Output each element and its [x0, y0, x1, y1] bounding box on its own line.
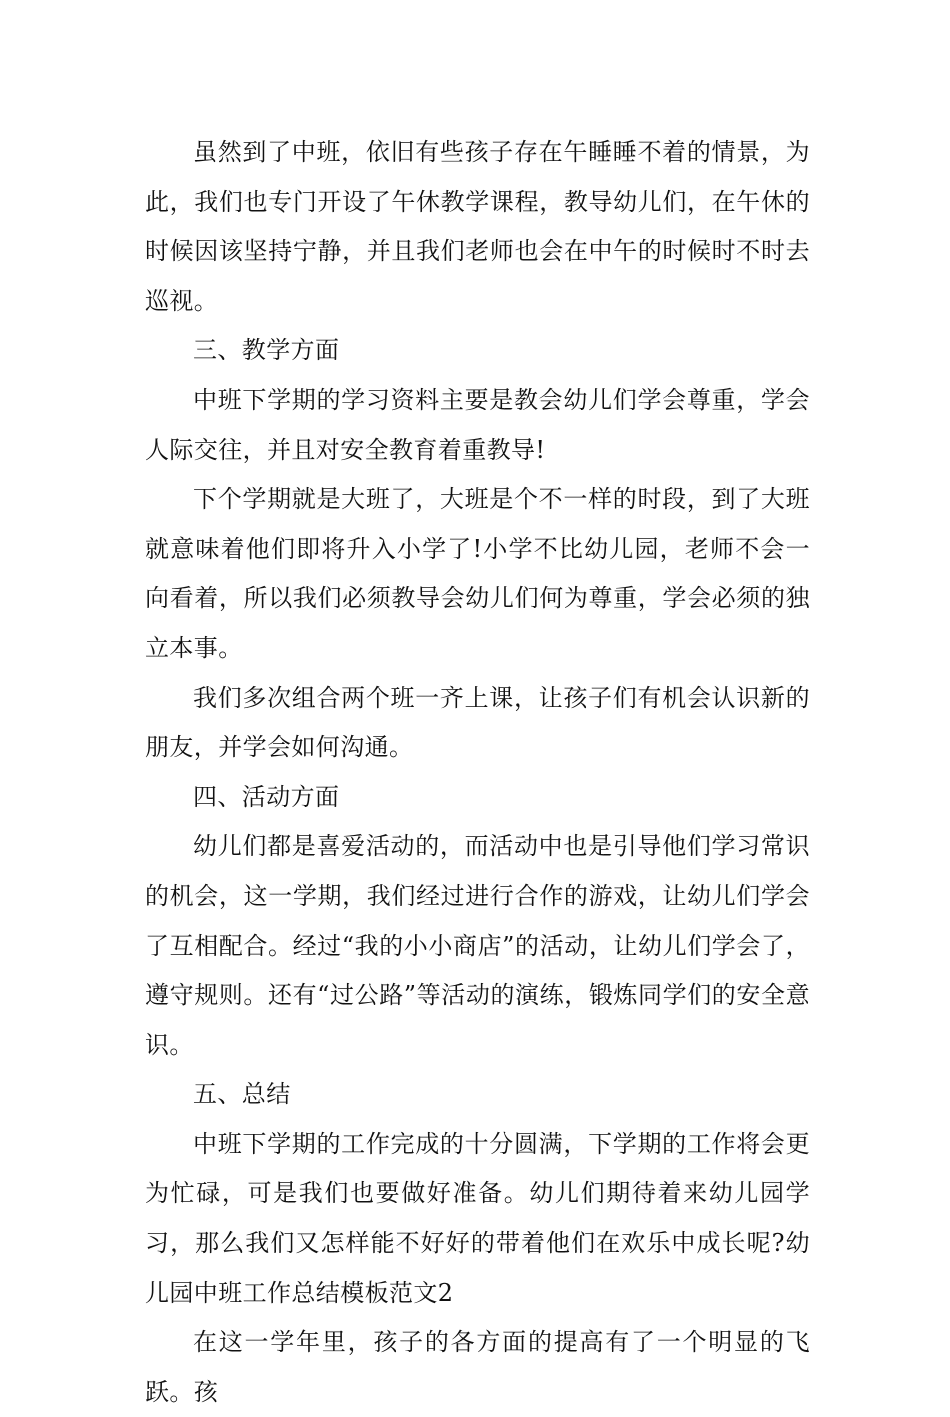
paragraph-next-semester: 下个学期就是大班了，大班是个不一样的时段，到了大班就意味着他们即将升入小学了!小学不比幼儿园，老师不会一向看着，所以我们必须教导会幼儿们何为尊重，学会必须的独立本事。: [145, 485, 810, 662]
paragraph-activities: 幼儿们都是喜爱活动的，而活动中也是引导他们学习常识的机会，这一学期，我们经过进行合作的游戏，让幼儿们学会了互相配合。经过“我的小小商店”的活动，让幼儿们学会了，遵守规则。还有“过公路”等活动的演练，锻炼同学们的安全意识。: [145, 832, 810, 1059]
document-body: [145, 128, 810, 1417]
paragraph-joint-classes: 我们多次组合两个班一齐上课，让孩子们有机会认识新的朋友，并学会如何沟通。: [145, 683, 810, 762]
section-heading-activities: 四、活动方面: [193, 782, 340, 811]
paragraph-learning-content: 中班下学期的学习资料主要是教会幼儿们学会尊重，学会人际交往，并且对安全教育着重教导!: [145, 385, 810, 464]
paragraph-nap: 虽然到了中班，依旧有些孩子存在午睡睡不着的情景，为此，我们也专门开设了午休教学课程，教导幼儿们，在午休的时候因该坚持宁静，并且我们老师也会在中午的时候时不时去巡视。: [145, 138, 810, 315]
paragraph-summary: 中班下学期的工作完成的十分圆满，下学期的工作将会更为忙碌，可是我们也要做好准备。幼儿们期待着来幼儿园学习，那么我们又怎样能不好好的带着他们在欢乐中成长呢?幼儿园中班工作总结模板范文2: [145, 1129, 810, 1307]
section-heading-summary: 五、总结: [193, 1080, 291, 1109]
section-heading-teaching: 三、教学方面: [193, 336, 340, 365]
paragraph-new-year: 在这一学年里，孩子的各方面的提高有了一个明显的飞跃。孩: [145, 1328, 810, 1406]
